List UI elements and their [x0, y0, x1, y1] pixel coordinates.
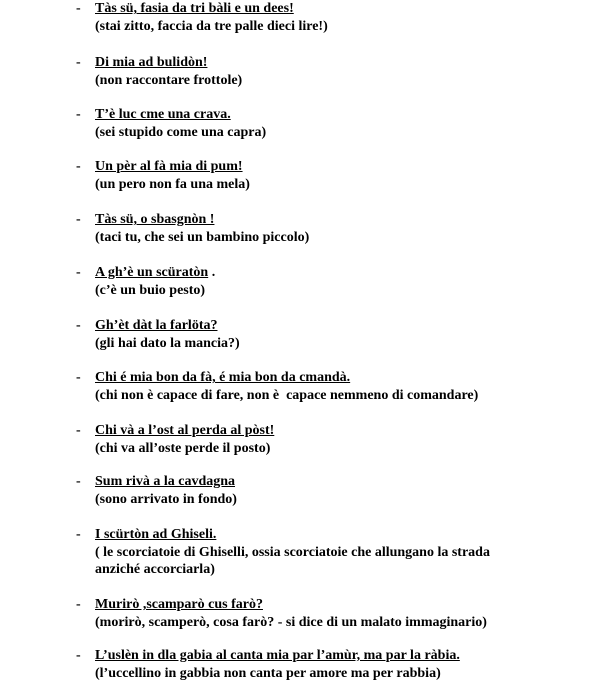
- dialect-saying: Un pèr al fà mia di pum!: [95, 159, 243, 174]
- italian-translation: (sono arrivato in fondo): [95, 492, 237, 507]
- list-dash: -: [76, 474, 81, 489]
- dialect-saying: Chi và a l’ost al perda al pòst!: [95, 423, 275, 438]
- dialect-saying: Sum rivà a la cavdagna: [95, 474, 236, 489]
- italian-translation: (l’uccellino in gabbia non canta per amore ma per rabbia): [95, 666, 441, 681]
- list-dash: -: [76, 212, 81, 227]
- dialect-saying: Tàs sü, fasia da tri bàli e un dees!: [95, 1, 294, 16]
- dialect-saying: Chi é mia bon da fà, é mia bon da cmandà.: [95, 370, 351, 385]
- list-dash: -: [76, 1, 81, 16]
- italian-translation: (stai zitto, faccia da tre palle dieci lire!): [95, 19, 328, 34]
- list-dash: -: [76, 318, 81, 333]
- dialect-saying: I scürtòn ad Ghiseli.: [95, 527, 217, 542]
- italian-translation: (chi va all’oste perde il posto): [95, 441, 271, 456]
- italian-translation: (c’è un buio pesto): [95, 283, 206, 298]
- list-dash: -: [76, 648, 81, 663]
- list-dash: -: [76, 265, 81, 280]
- dialect-saying: Di mia ad bulidòn!: [95, 55, 208, 70]
- dialect-saying: A gh’è un scüratòn: [95, 265, 209, 280]
- list-dash: -: [76, 423, 81, 438]
- dialect-saying: T’è luc cme una crava.: [95, 107, 231, 122]
- dialect-saying: L’uslèn in dla gabia al canta mia par l’amùr, ma par la ràbia.: [95, 648, 460, 663]
- italian-translation: (non raccontare frottole): [95, 73, 243, 88]
- italian-translation: (gli hai dato la mancia?): [95, 336, 240, 351]
- italian-translation: (un pero non fa una mela): [95, 177, 250, 192]
- list-dash: -: [76, 159, 81, 174]
- italian-translation: ( le scorciatoie di Ghiselli, ossia scorciatoie che allungano la strada anziché accorciarla): [95, 545, 490, 577]
- dialect-saying-line: [95, 264, 215, 281]
- list-dash: -: [76, 55, 81, 70]
- list-dash: -: [76, 370, 81, 385]
- list-dash: -: [76, 527, 81, 542]
- dialect-saying: Murirò ,scamparò cus farò?: [95, 597, 263, 612]
- saying-suffix: .: [208, 265, 216, 280]
- list-dash: -: [76, 597, 81, 612]
- dialect-saying: Gh’èt dàt la farlöta?: [95, 318, 218, 333]
- italian-translation: (chi non è capace di fare, non è capace nemmeno di comandare): [95, 388, 479, 403]
- list-dash: -: [76, 107, 81, 122]
- dialect-saying: Tàs sü, o sbasgnòn !: [95, 212, 215, 227]
- italian-translation: (sei stupido come una capra): [95, 125, 267, 140]
- italian-translation: (taci tu, che sei un bambino piccolo): [95, 230, 310, 245]
- italian-translation: (morirò, scamperò, cosa farò? - si dice di un malato immaginario): [95, 615, 487, 630]
